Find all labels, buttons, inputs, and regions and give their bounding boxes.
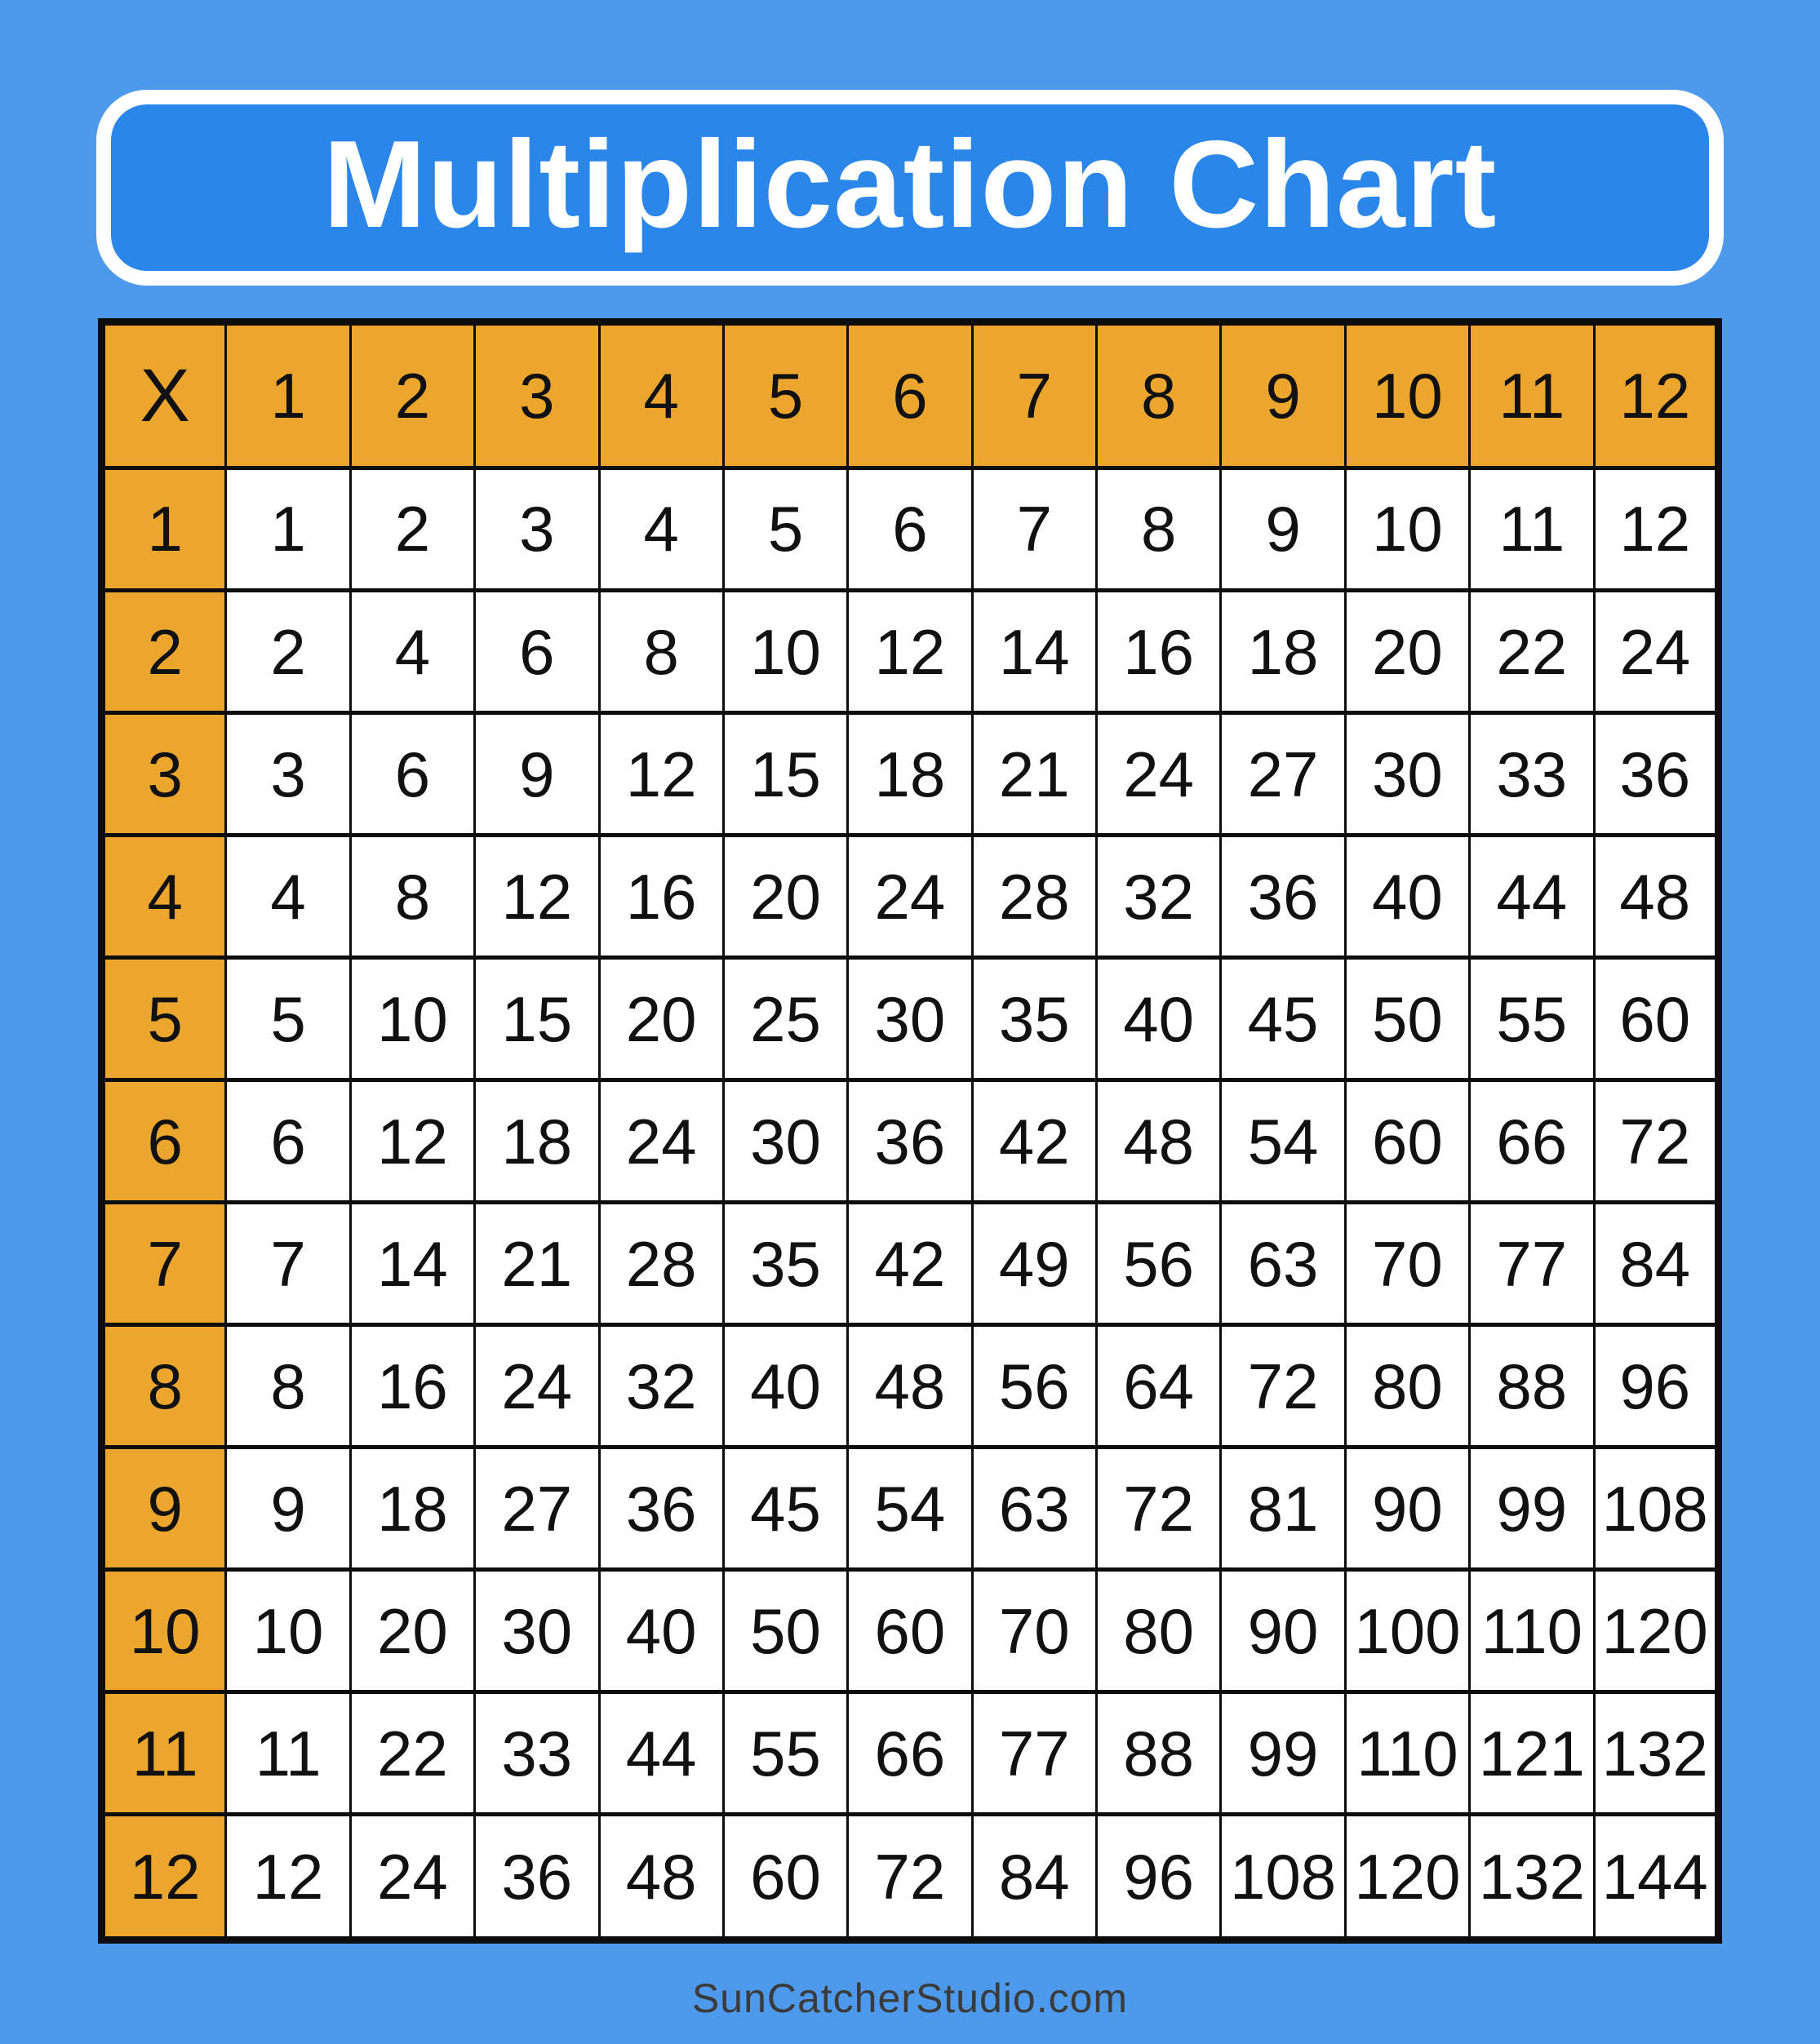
row-header-cell: 12 — [102, 1815, 226, 1940]
product-cell: 24 — [599, 1080, 723, 1203]
product-cell: 9 — [1221, 468, 1345, 590]
product-cell: 90 — [1345, 1448, 1469, 1570]
product-cell: 8 — [226, 1325, 350, 1448]
row-header-cell: 9 — [102, 1448, 226, 1570]
product-cell: 121 — [1470, 1692, 1594, 1815]
product-cell: 36 — [475, 1815, 599, 1940]
product-cell: 15 — [475, 958, 599, 1080]
row-header-cell: 11 — [102, 1692, 226, 1815]
product-cell: 22 — [1470, 590, 1594, 712]
column-header-cell: 11 — [1470, 322, 1594, 468]
product-cell: 35 — [723, 1203, 847, 1325]
product-cell: 16 — [1097, 590, 1221, 712]
product-cell: 44 — [1470, 836, 1594, 958]
product-cell: 30 — [848, 958, 972, 1080]
product-cell: 60 — [1594, 958, 1719, 1080]
product-cell: 28 — [972, 836, 1096, 958]
product-cell: 96 — [1097, 1815, 1221, 1940]
product-cell: 120 — [1594, 1570, 1719, 1692]
product-cell: 24 — [350, 1815, 474, 1940]
row-header-cell: 2 — [102, 590, 226, 712]
table-row — [102, 836, 1719, 958]
product-cell: 2 — [350, 468, 474, 590]
product-cell: 16 — [350, 1325, 474, 1448]
product-cell: 35 — [972, 958, 1096, 1080]
product-cell: 30 — [723, 1080, 847, 1203]
product-cell: 99 — [1221, 1692, 1345, 1815]
product-cell: 12 — [1594, 468, 1719, 590]
product-cell: 66 — [1470, 1080, 1594, 1203]
product-cell: 90 — [1221, 1570, 1345, 1692]
product-cell: 48 — [599, 1815, 723, 1940]
page-title: Multiplication Chart — [322, 115, 1498, 254]
product-cell: 72 — [1594, 1080, 1719, 1203]
column-header-cell: 5 — [723, 322, 847, 468]
product-cell: 32 — [599, 1325, 723, 1448]
column-header-cell: 8 — [1097, 322, 1221, 468]
product-cell: 40 — [599, 1570, 723, 1692]
product-cell: 88 — [1470, 1325, 1594, 1448]
column-header-cell: 6 — [848, 322, 972, 468]
column-header-cell: 9 — [1221, 322, 1345, 468]
column-header-cell: 4 — [599, 322, 723, 468]
row-header-cell: 8 — [102, 1325, 226, 1448]
product-cell: 55 — [723, 1692, 847, 1815]
product-cell: 18 — [1221, 590, 1345, 712]
product-cell: 8 — [350, 836, 474, 958]
row-header-cell: 10 — [102, 1570, 226, 1692]
table-row — [102, 713, 1719, 836]
product-cell: 49 — [972, 1203, 1096, 1325]
product-cell: 77 — [1470, 1203, 1594, 1325]
product-cell: 3 — [475, 468, 599, 590]
product-cell: 16 — [599, 836, 723, 958]
product-cell: 33 — [475, 1692, 599, 1815]
product-cell: 12 — [599, 713, 723, 836]
product-cell: 7 — [972, 468, 1096, 590]
product-cell: 99 — [1470, 1448, 1594, 1570]
product-cell: 54 — [1221, 1080, 1345, 1203]
product-cell: 24 — [1097, 713, 1221, 836]
product-cell: 3 — [226, 713, 350, 836]
product-cell: 12 — [350, 1080, 474, 1203]
product-cell: 4 — [599, 468, 723, 590]
product-cell: 25 — [723, 958, 847, 1080]
product-cell: 42 — [848, 1203, 972, 1325]
product-cell: 1 — [226, 468, 350, 590]
product-cell: 144 — [1594, 1815, 1719, 1940]
product-cell: 4 — [350, 590, 474, 712]
header-row — [102, 322, 1719, 468]
column-header-cell: 7 — [972, 322, 1096, 468]
table-row — [102, 468, 1719, 590]
product-cell: 24 — [475, 1325, 599, 1448]
product-cell: 15 — [723, 713, 847, 836]
product-cell: 6 — [848, 468, 972, 590]
multiplication-table — [98, 318, 1722, 1944]
product-cell: 10 — [226, 1570, 350, 1692]
table-row — [102, 1692, 1719, 1815]
product-cell: 66 — [848, 1692, 972, 1815]
product-cell: 60 — [848, 1570, 972, 1692]
table-row — [102, 1325, 1719, 1448]
product-cell: 60 — [1345, 1080, 1469, 1203]
product-cell: 40 — [723, 1325, 847, 1448]
multiplication-table-container — [98, 318, 1722, 1944]
row-header-cell: 7 — [102, 1203, 226, 1325]
product-cell: 6 — [350, 713, 474, 836]
product-cell: 40 — [1345, 836, 1469, 958]
table-row — [102, 1203, 1719, 1325]
product-cell: 21 — [475, 1203, 599, 1325]
product-cell: 7 — [226, 1203, 350, 1325]
product-cell: 10 — [723, 590, 847, 712]
row-header-cell: 1 — [102, 468, 226, 590]
product-cell: 21 — [972, 713, 1096, 836]
product-cell: 10 — [350, 958, 474, 1080]
product-cell: 60 — [723, 1815, 847, 1940]
product-cell: 36 — [1221, 836, 1345, 958]
product-cell: 11 — [1470, 468, 1594, 590]
product-cell: 108 — [1221, 1815, 1345, 1940]
product-cell: 36 — [1594, 713, 1719, 836]
column-header-cell: 10 — [1345, 322, 1469, 468]
product-cell: 42 — [972, 1080, 1096, 1203]
product-cell: 22 — [350, 1692, 474, 1815]
product-cell: 81 — [1221, 1448, 1345, 1570]
product-cell: 110 — [1470, 1570, 1594, 1692]
product-cell: 96 — [1594, 1325, 1719, 1448]
product-cell: 20 — [599, 958, 723, 1080]
column-header-cell: 2 — [350, 322, 474, 468]
product-cell: 24 — [848, 836, 972, 958]
product-cell: 18 — [350, 1448, 474, 1570]
product-cell: 18 — [475, 1080, 599, 1203]
product-cell: 72 — [1097, 1448, 1221, 1570]
product-cell: 20 — [723, 836, 847, 958]
footer-credit: SunCatcherStudio.com — [691, 1975, 1129, 2021]
product-cell: 9 — [226, 1448, 350, 1570]
product-cell: 45 — [1221, 958, 1345, 1080]
product-cell: 5 — [226, 958, 350, 1080]
product-cell: 8 — [1097, 468, 1221, 590]
product-cell: 56 — [1097, 1203, 1221, 1325]
product-cell: 108 — [1594, 1448, 1719, 1570]
table-row — [102, 590, 1719, 712]
product-cell: 10 — [1345, 468, 1469, 590]
product-cell: 27 — [1221, 713, 1345, 836]
product-cell: 30 — [1345, 713, 1469, 836]
product-cell: 12 — [226, 1815, 350, 1940]
product-cell: 14 — [972, 590, 1096, 712]
product-cell: 5 — [723, 468, 847, 590]
product-cell: 20 — [350, 1570, 474, 1692]
row-header-cell: 5 — [102, 958, 226, 1080]
product-cell: 63 — [1221, 1203, 1345, 1325]
product-cell: 14 — [350, 1203, 474, 1325]
product-cell: 28 — [599, 1203, 723, 1325]
product-cell: 72 — [1221, 1325, 1345, 1448]
row-header-cell: 3 — [102, 713, 226, 836]
product-cell: 77 — [972, 1692, 1096, 1815]
table-row — [102, 1570, 1719, 1692]
product-cell: 6 — [475, 590, 599, 712]
product-cell: 48 — [848, 1325, 972, 1448]
product-cell: 2 — [226, 590, 350, 712]
product-cell: 36 — [599, 1448, 723, 1570]
table-row — [102, 958, 1719, 1080]
product-cell: 33 — [1470, 713, 1594, 836]
product-cell: 24 — [1594, 590, 1719, 712]
product-cell: 70 — [972, 1570, 1096, 1692]
product-cell: 100 — [1345, 1570, 1469, 1692]
table-row — [102, 1080, 1719, 1203]
product-cell: 30 — [475, 1570, 599, 1692]
product-cell: 6 — [226, 1080, 350, 1203]
product-cell: 50 — [1345, 958, 1469, 1080]
product-cell: 11 — [226, 1692, 350, 1815]
product-cell: 80 — [1345, 1325, 1469, 1448]
product-cell: 36 — [848, 1080, 972, 1203]
product-cell: 48 — [1097, 1080, 1221, 1203]
column-header-cell: 1 — [226, 322, 350, 468]
product-cell: 12 — [848, 590, 972, 712]
product-cell: 63 — [972, 1448, 1096, 1570]
row-header-cell: 6 — [102, 1080, 226, 1203]
product-cell: 70 — [1345, 1203, 1469, 1325]
table-row — [102, 1815, 1719, 1940]
product-cell: 50 — [723, 1570, 847, 1692]
product-cell: 9 — [475, 713, 599, 836]
product-cell: 8 — [599, 590, 723, 712]
product-cell: 48 — [1594, 836, 1719, 958]
product-cell: 18 — [848, 713, 972, 836]
product-cell: 64 — [1097, 1325, 1221, 1448]
product-cell: 132 — [1594, 1692, 1719, 1815]
product-cell: 55 — [1470, 958, 1594, 1080]
product-cell: 132 — [1470, 1815, 1594, 1940]
product-cell: 12 — [475, 836, 599, 958]
product-cell: 84 — [972, 1815, 1096, 1940]
product-cell: 88 — [1097, 1692, 1221, 1815]
corner-cell: X — [102, 322, 226, 468]
product-cell: 84 — [1594, 1203, 1719, 1325]
row-header-cell: 4 — [102, 836, 226, 958]
column-header-cell: 3 — [475, 322, 599, 468]
product-cell: 54 — [848, 1448, 972, 1570]
product-cell: 20 — [1345, 590, 1469, 712]
product-cell: 80 — [1097, 1570, 1221, 1692]
product-cell: 72 — [848, 1815, 972, 1940]
column-header-cell: 12 — [1594, 322, 1719, 468]
product-cell: 27 — [475, 1448, 599, 1570]
table-row — [102, 1448, 1719, 1570]
product-cell: 45 — [723, 1448, 847, 1570]
title-banner — [96, 90, 1724, 286]
product-cell: 120 — [1345, 1815, 1469, 1940]
product-cell: 40 — [1097, 958, 1221, 1080]
product-cell: 32 — [1097, 836, 1221, 958]
product-cell: 4 — [226, 836, 350, 958]
product-cell: 56 — [972, 1325, 1096, 1448]
product-cell: 110 — [1345, 1692, 1469, 1815]
product-cell: 44 — [599, 1692, 723, 1815]
